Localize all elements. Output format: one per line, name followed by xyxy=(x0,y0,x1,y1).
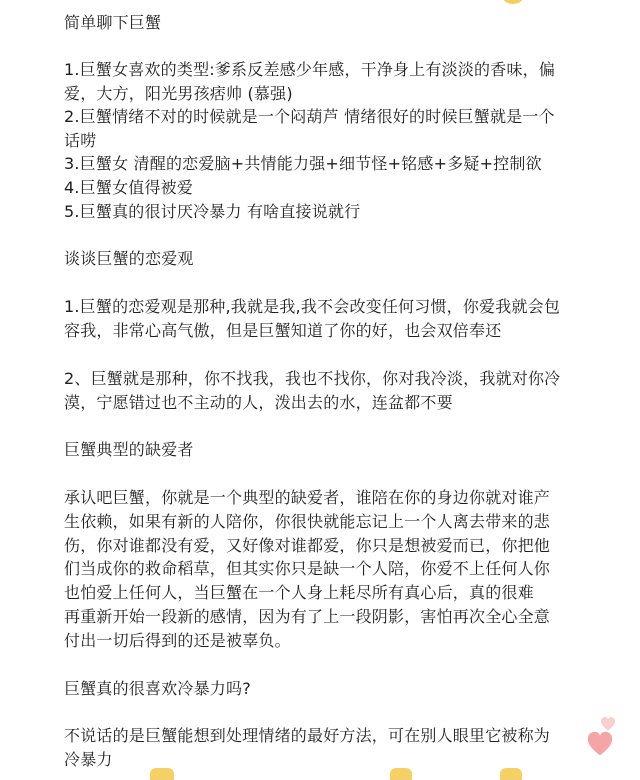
para-3-line-5: 也怕爱上任何人，当巨蟹在一个人身上耗尽所有真心后，真的很难 xyxy=(64,583,534,602)
para-3-line-1: 承认吧巨蟹，你就是一个典型的缺爱者，谁陪在你的身边你就对谁产 xyxy=(64,488,551,507)
emoji-bottom-icon xyxy=(500,768,522,780)
heading-1: 简单聊下巨蟹 xyxy=(64,13,162,32)
para-4-line-2: 冷暴力 xyxy=(64,750,113,769)
para-4-line-1: 不说话的是巨蟹能想到处理情绪的最好方法，可在别人眼里它被称为 xyxy=(64,726,551,745)
heading-3: 巨蟹典型的缺爱者 xyxy=(64,440,194,459)
para-2a-line-1: 1.巨蟹的恋爱观是那种,我就是我,我不会改变任何习惯，你爱我就会包 xyxy=(64,297,561,316)
para-2b-line-1: 2、巨蟹就是那种，你不找我，我也不找你，你对我冷淡，我就对你冷 xyxy=(64,369,561,388)
list-1-line-7: 5.巨蟹真的很讨厌冷暴力 有啥直接说就行 xyxy=(64,202,361,221)
para-3-line-3: 伤，你对谁都没有爱，又好像对谁都爱，你只是想被爱而已，你把他 xyxy=(64,536,551,555)
heading-4: 巨蟹真的很喜欢冷暴力吗? xyxy=(64,679,251,698)
para-3-line-7: 付出一切后得到的还是被辜负。 xyxy=(64,631,291,650)
para-2b-line-2: 漠，宁愿错过也不主动的人，泼出去的水，连盆都不要 xyxy=(64,393,453,412)
heart-sticker-icon xyxy=(586,730,614,758)
para-3-line-6: 再重新开始一段新的感情，因为有了上一段阴影，害怕再次全心全意 xyxy=(64,607,551,626)
list-1-line-5: 3.巨蟹女 清醒的恋爱脑+共情能力强+细节怪+铭感+多疑+控制欲 xyxy=(64,154,542,173)
para-3-line-4: 们当成你的救命稻草，但其实你只是缺一个人陪，你爱不上任何人你 xyxy=(64,559,551,578)
heading-2: 谈谈巨蟹的恋爱观 xyxy=(64,249,194,268)
list-1-line-3: 2.巨蟹情绪不对的时候就是一个闷葫芦 情绪很好的时候巨蟹就是一个 xyxy=(64,107,555,126)
emoji-bottom-icon xyxy=(390,768,412,780)
list-1-line-6: 4.巨蟹女值得被爱 xyxy=(64,178,194,197)
emoji-top-icon xyxy=(500,0,526,4)
list-1-line-2: 爱，大方，阳光男孩痞帅 (慕强) xyxy=(64,84,293,103)
para-2a-line-2: 容我，非常心高气傲，但是巨蟹知道了你的好，也会双倍奉还 xyxy=(64,321,502,340)
emoji-bottom-icon xyxy=(150,768,174,780)
list-1-line-1: 1.巨蟹女喜欢的类型:爹系反差感少年感，干净身上有淡淡的香味，偏 xyxy=(64,60,556,79)
list-1-line-4: 话唠 xyxy=(64,131,97,150)
para-3-line-2: 生依赖，如果有新的人陪你，你很快就能忘记上一个人离去带来的悲 xyxy=(64,512,551,531)
